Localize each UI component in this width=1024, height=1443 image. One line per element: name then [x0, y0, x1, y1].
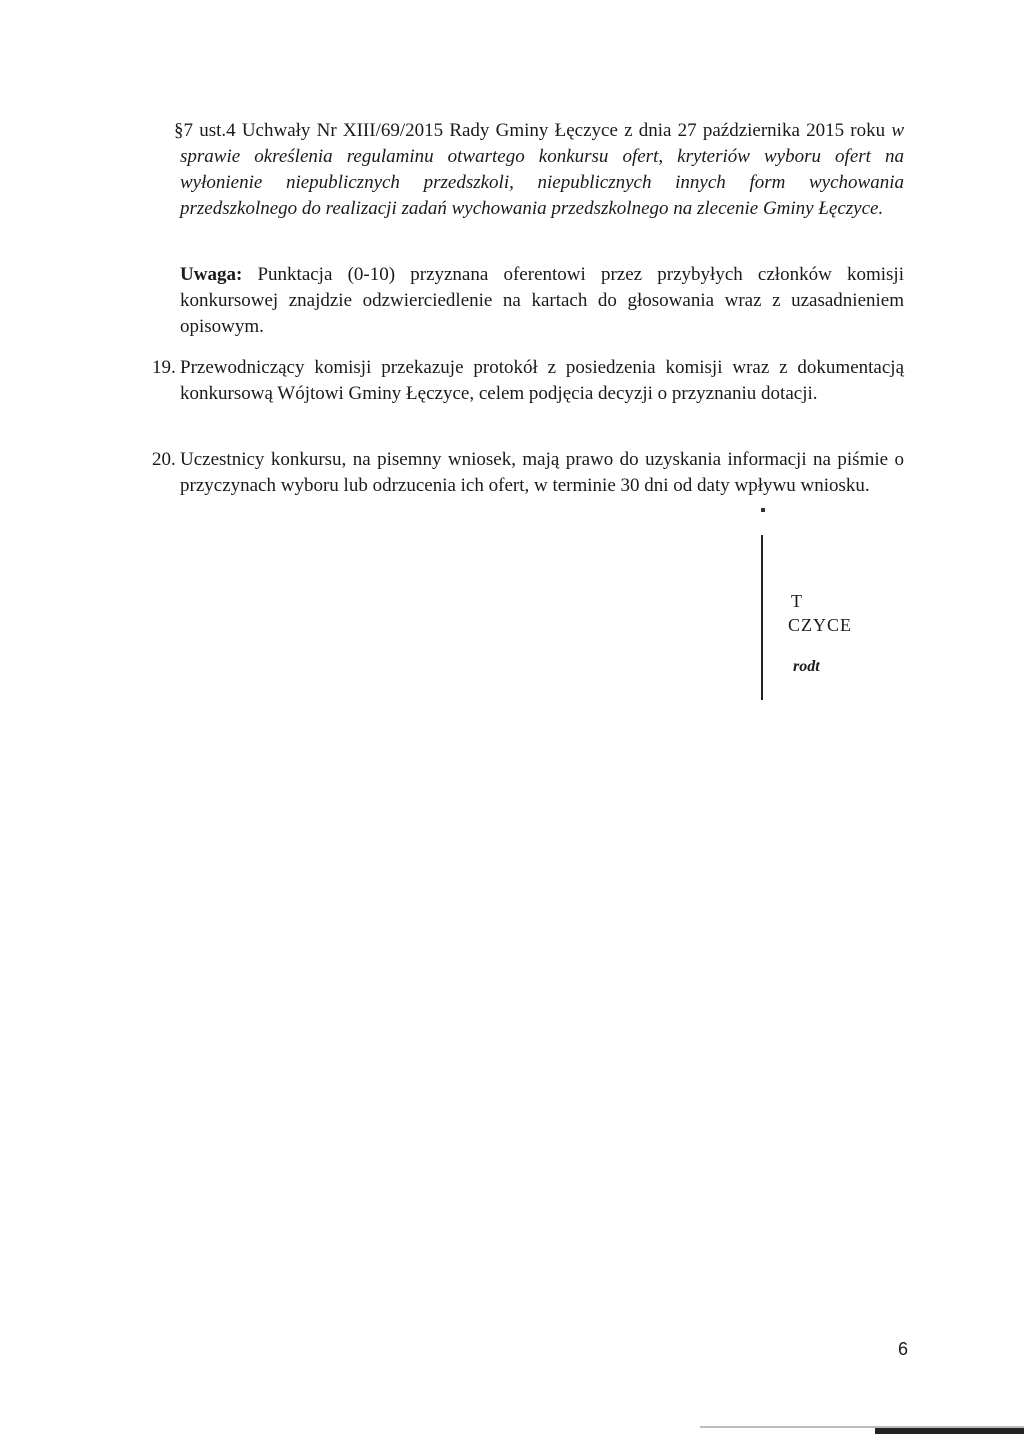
stamp-line-3: rodt [793, 658, 820, 675]
item-text: Przewodniczący komisji przekazuje protokół z posiedzenia komisji wraz z dokumentacją konkursową Wójtowi Gminy Łęczyce, celem podjęcia decyzji o przyznaniu dotacji. [180, 357, 904, 404]
stamp-line-1: T [791, 591, 802, 611]
paragraph-resolution-reference [174, 118, 904, 222]
item-number: 19. [152, 357, 176, 378]
scan-mark [761, 508, 765, 512]
note-label: Uwaga: [180, 264, 243, 285]
note-paragraph [180, 262, 904, 340]
list-item [152, 447, 904, 499]
item-text: Uczestnicy konkursu, na pisemny wniosek, mają prawo do uzyskania informacji na piśmie o przyczynach wyboru lub odrzucenia ich ofert, w terminie 30 dni od daty wpływu wniosku. [180, 449, 904, 496]
list-item [152, 355, 904, 407]
resolution-intro: §7 ust.4 Uchwały Nr XIII/69/2015 Rady Gminy Łęczyce z dnia 27 października 2015 roku [174, 120, 886, 141]
note-text: Punktacja (0-10) przyznana oferentowi przez przybyłych członków komisji konkursowej znajdzie odzwierciedlenie na kartach do głosowania wraz z uzasadnieniem opisowym. [180, 264, 904, 337]
page-number: 6 [898, 1339, 909, 1359]
scan-edge-shadow [875, 1428, 1024, 1434]
item-number: 20. [152, 449, 176, 470]
official-stamp [758, 535, 878, 705]
resolution-subject: w sprawie określenia regulaminu otwartego konkursu ofert, kryteriów wyboru ofert na wyłonienie niepublicznych przedszkoli, niepublicznych innych form wychowania przedszkolnego do realizacji zadań wychowania przedszkolnego na zlecenie Gminy Łęczyce. [180, 120, 904, 219]
stamp-border [761, 535, 763, 700]
stamp-line-2: CZYCE [788, 615, 853, 635]
